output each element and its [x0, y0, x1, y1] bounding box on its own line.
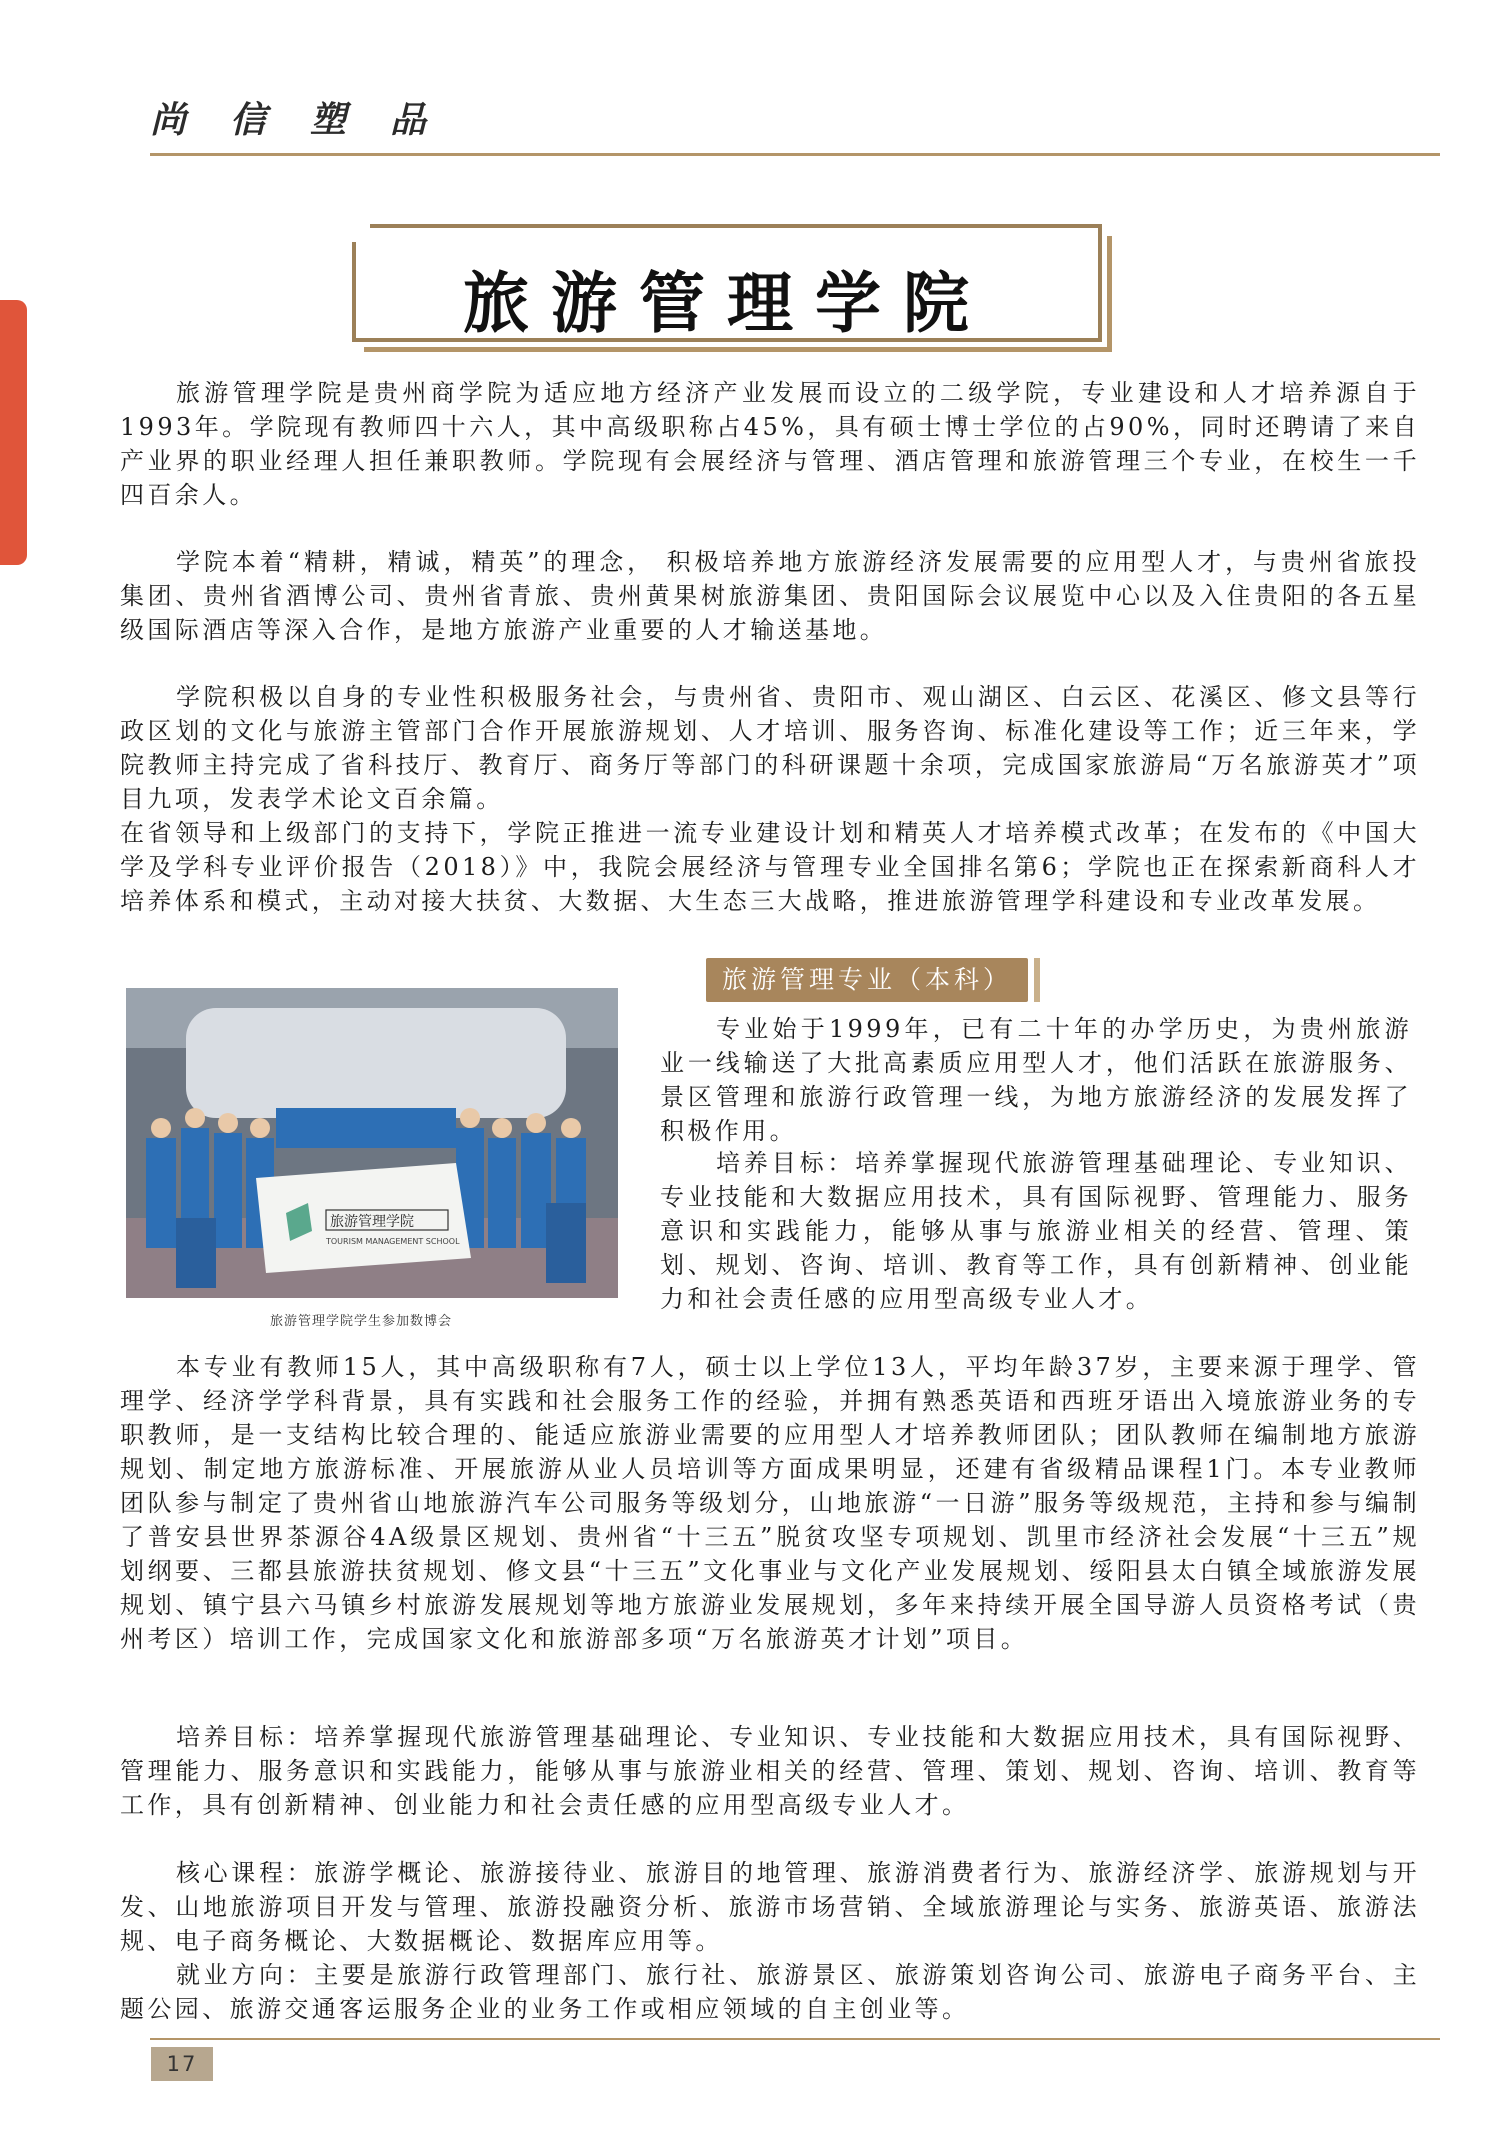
photo-illustration: [126, 988, 618, 1298]
page-number: 17: [151, 2047, 213, 2081]
header-divider: [150, 153, 1440, 156]
major-intro: 专业始于1999年，已有二十年的办学历史，为贵州旅游业一线输送了大批高素质应用型人才，他们活跃在旅游服务、景区管理和旅游行政管理一线，为地方旅游经济的发展发挥了积极作用。: [660, 1015, 1412, 1145]
banner-text-en: TOURISM MANAGEMENT SCHOOL: [326, 1237, 460, 1246]
students-photo: [126, 988, 618, 1298]
core-courses-paragraph: 核心课程：旅游学概论、旅游接待业、旅游目的地管理、旅游消费者行为、旅游经济学、旅游规划与开发、山地旅游项目开发与管理、旅游投融资分析、旅游市场营销、全域旅游理论与实务、旅游英语、旅游法规、电子商务概论、大数据概论、数据库应用等。: [120, 1859, 1420, 1955]
title-frame: [352, 224, 1102, 342]
photo-caption: 旅游管理学院学生参加数博会: [270, 1314, 453, 1329]
major-section-label: 旅游管理专业（本科）: [706, 958, 1028, 1002]
footer-divider: [150, 2038, 1440, 2040]
reform-paragraph: 在省领导和上级部门的支持下，学院正推进一流专业建设计划和精英人才培养模式改革；在发布的《中国大学及学科专业评价报告（2018）》中，我院会展经济与管理专业全国排名第6；学院也正在探索新商科人才培养体系和模式，主动对接大扶贫、大数据、大生态三大战略，推进旅游管理学科建设和专业改革发展。: [120, 819, 1420, 915]
major-goal-short: 培养目标：培养掌握现代旅游管理基础理论、专业知识、专业技能和大数据应用技术，具有国际视野、管理能力、服务意识和实践能力，能够从事与旅游业相关的经营、管理、策划、规划、咨询、培训、教育等工作，具有创新精神、创业能力和社会责任感的应用型高级专业人才。: [660, 1149, 1412, 1313]
banner-text-cn: 旅游管理学院: [330, 1214, 414, 1230]
header-title: 尚信塑品: [150, 99, 471, 141]
career-paragraph: 就业方向：主要是旅游行政管理部门、旅行社、旅游景区、旅游策划咨询公司、旅游电子商务平台、主题公园、旅游交通客运服务企业的业务工作或相应领域的自主创业等。: [120, 1961, 1420, 2023]
faculty-paragraph: 本专业有教师15人，其中高级职称有7人，硕士以上学位13人，平均年龄37岁，主要来源于理学、管理学、经济学学科背景，具有实践和社会服务工作的经验，并拥有熟悉英语和西班牙语出入境旅游业务的专职教师，是一支结构比较合理的、能适应旅游业需要的应用型人才培养教师团队；团队教师在编制地方旅游规划、制定地方旅游标准、开展旅游从业人员培训等方面成果明显，还建有省级精品课程1门。本专业教师团队参与制定了贵州省山地旅游汽车公司服务等级划分，山地旅游“一日游”服务等级规范，主持和参与编制了普安县世界茶源谷4A级景区规划、贵州省“十三五”脱贫攻坚专项规划、凯里市经济社会发展“十三五”规划纲要、三都县旅游扶贫规划、修文县“十三五”文化事业与文化产业发展规划、绥阳县太白镇全域旅游发展规划、镇宁县六马镇乡村旅游发展规划等地方旅游业发展规划，多年来持续开展全国导游人员资格考试（贵州考区）培训工作，完成国家文化和旅游部多项“万名旅游英才计划”项目。: [120, 1353, 1420, 1653]
side-tab-marker: [0, 300, 27, 565]
training-goal-paragraph: 培养目标：培养掌握现代旅游管理基础理论、专业知识、专业技能和大数据应用技术，具有国际视野、管理能力、服务意识和实践能力，能够从事与旅游业相关的经营、管理、策划、规划、咨询、培训、教育等工作，具有创新精神、创业能力和社会责任感的应用型高级专业人才。: [120, 1723, 1420, 1819]
service-paragraph: 学院积极以自身的专业性积极服务社会，与贵州省、贵阳市、观山湖区、白云区、花溪区、修文县等行政区划的文化与旅游主管部门合作开展旅游规划、人才培训、服务咨询、标准化建设等工作；近三年来，学院教师主持完成了省科技厅、教育厅、商务厅等部门的科研课题十余项，完成国家旅游局“万名旅游英才”项目九项，发表学术论文百余篇。: [120, 683, 1420, 813]
page-title: 旅游管理学院: [463, 264, 991, 342]
philosophy-paragraph: 学院本着“精耕，精诚，精英”的理念， 积极培养地方旅游经济发展需要的应用型人才，与贵州省旅投集团、贵州省酒博公司、贵州省青旅、贵州黄果树旅游集团、贵阳国际会议展览中心以及入住贵阳的各五星级国际酒店等深入合作，是地方旅游产业重要的人才输送基地。: [120, 548, 1420, 644]
intro-paragraph: 旅游管理学院是贵州商学院为适应地方经济产业发展而设立的二级学院，专业建设和人才培养源自于1993年。学院现有教师四十六人，其中高级职称占45%，具有硕士博士学位的占90%，同时还聘请了来自产业界的职业经理人担任兼职教师。学院现有会展经济与管理、酒店管理和旅游管理三个专业，在校生一千四百余人。: [120, 379, 1420, 509]
